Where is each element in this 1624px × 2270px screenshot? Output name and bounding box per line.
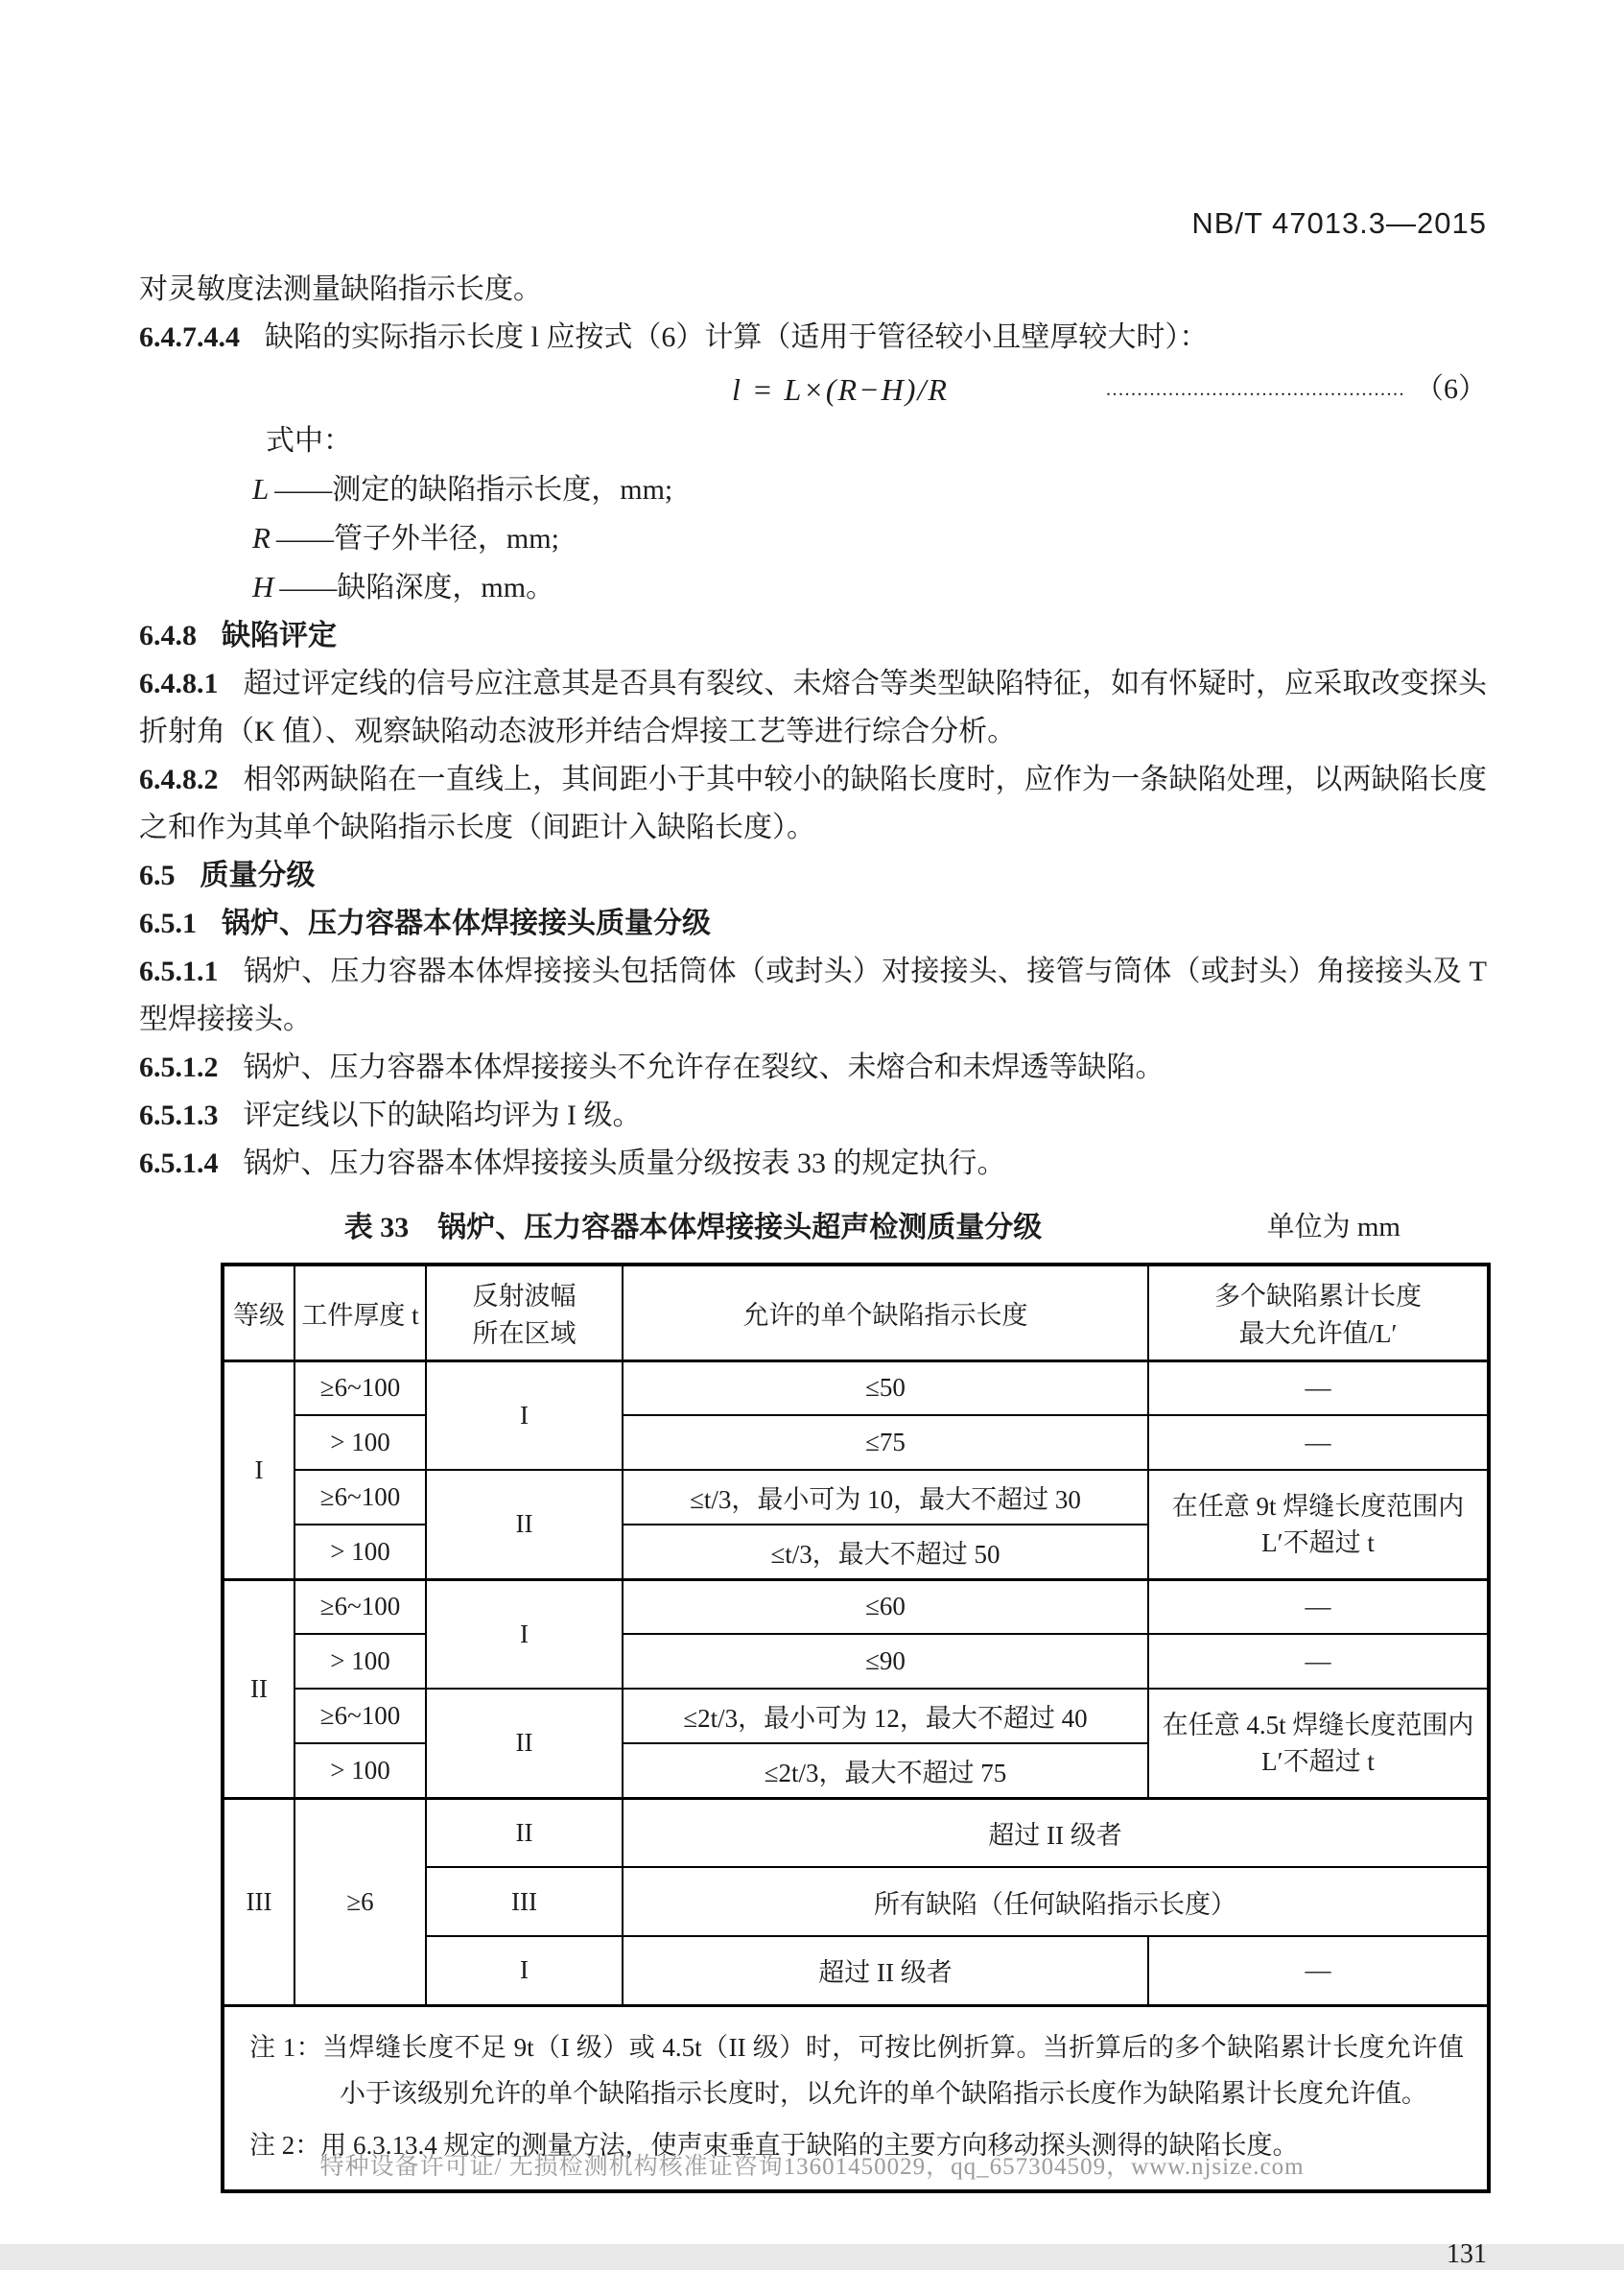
- multi-length-line2: L′不超过 t: [1261, 1527, 1375, 1557]
- col-header-grade: 等级: [223, 1265, 294, 1360]
- clause-6.5.1.2: [139, 1044, 1487, 1092]
- thickness-cell: > 100: [294, 1525, 426, 1579]
- clause-number: 6.4.8: [139, 620, 197, 651]
- clause-number: 6.5: [139, 860, 176, 891]
- grade-III-cell: III: [223, 1798, 294, 2005]
- col-header-multi-length: [1148, 1265, 1489, 1360]
- clause-number: 6.4.8.1: [139, 668, 219, 699]
- equation-number: （6）: [1415, 373, 1487, 405]
- zone-cell: II: [426, 1689, 623, 1798]
- multi-length-cell: —: [1148, 1415, 1489, 1470]
- zone-cell: III: [426, 1867, 623, 1936]
- heading-6.5: [139, 852, 1487, 900]
- clause-text: 锅炉、压力容器本体焊接接头质量分级按表 33 的规定执行。: [243, 1147, 1006, 1179]
- symbol-definitions: [139, 465, 1487, 612]
- col-header-multi-line2: 最大允许值/L′: [1238, 1319, 1398, 1349]
- clause-number: 6.4.8.2: [139, 764, 219, 795]
- single-length-cell: ≤50: [623, 1360, 1148, 1415]
- clause-number: 6.5.1.2: [139, 1052, 219, 1083]
- clause-6.5.1.4: [139, 1140, 1487, 1188]
- paragraph-intro: 对灵敏度法测量缺陷指示长度。: [139, 273, 542, 305]
- page-number: 131: [1447, 2238, 1487, 2269]
- table-33-caption-row: [139, 1203, 1487, 1249]
- table-row: [223, 1470, 1489, 1525]
- definition-L-text: ——测定的缺陷指示长度，mm;: [274, 474, 673, 506]
- definition-H-text: ——缺陷深度，mm。: [279, 572, 555, 603]
- multi-length-line2: L′不超过 t: [1261, 1746, 1375, 1776]
- equation-dot-leader: ................................................: [1106, 379, 1405, 400]
- clause-number: 6.5.1.1: [139, 956, 219, 987]
- single-length-cell: ≤2t/3，最小可为 12，最大不超过 40: [623, 1689, 1148, 1743]
- table-row: [223, 1360, 1489, 1415]
- clause-text: 锅炉、压力容器本体焊接接头不允许存在裂纹、未熔合和未焊透等缺陷。: [243, 1052, 1165, 1083]
- clause-text: 超过评定线的信号应注意其是否具有裂纹、未熔合等类型缺陷特征，如有怀疑时，应采取改变探头折射角（K 值）、观察缺陷动态波形并结合焊接工艺等进行综合分析。: [139, 668, 1487, 747]
- clause-6.5.1.1: [139, 948, 1487, 1044]
- table-row: [223, 1579, 1489, 1634]
- definition-H: [252, 563, 1487, 612]
- thickness-cell: ≥6~100: [294, 1689, 426, 1743]
- multi-length-cell: —: [1148, 1579, 1489, 1634]
- col-header-zone-line1: 反射波幅: [472, 1282, 577, 1312]
- clause-text: 锅炉、压力容器本体焊接接头包括筒体（或封头）对接接头、接管与筒体（或封头）角接接头及 T 型焊接接头。: [139, 956, 1487, 1035]
- thickness-cell: > 100: [294, 1415, 426, 1470]
- single-length-cell: ≤75: [623, 1415, 1148, 1470]
- grade-II-cell: II: [223, 1579, 294, 1798]
- definition-L: [252, 465, 1487, 514]
- zone-cell: I: [426, 1360, 623, 1470]
- multi-length-cell: [1148, 1470, 1489, 1579]
- col-header-thickness: 工件厚度 t: [294, 1265, 426, 1360]
- clause-6.4.8.1: [139, 660, 1487, 756]
- single-length-cell: ≤90: [623, 1634, 1148, 1689]
- table-row: [223, 1689, 1489, 1743]
- zone-cell: I: [426, 1579, 623, 1689]
- col-header-zone: [426, 1265, 623, 1360]
- symbol-L: L: [252, 472, 270, 506]
- table-33-unit-label: 单位为 mm: [1266, 1212, 1400, 1242]
- single-length-cell: ≤60: [623, 1579, 1148, 1634]
- thickness-cell: ≥6: [294, 1798, 426, 2005]
- table-note-2: 注 2：用 6.3.13.4 规定的测量方法，使声束垂直于缺陷的主要方向移动探头测得的缺陷长度。: [249, 2130, 1299, 2160]
- single-length-cell: 超过 II 级者: [623, 1798, 1489, 1867]
- clause-6.4.8.2: [139, 756, 1487, 852]
- table-row: [223, 1634, 1489, 1689]
- clause-number: 6.5.1.3: [139, 1100, 219, 1131]
- clause-text: 相邻两缺陷在一直线上，其间距小于其中较小的缺陷长度时，应作为一条缺陷处理，以两缺陷长度之和作为其单个缺陷指示长度（间距计入缺陷长度）。: [139, 764, 1487, 843]
- definition-R-text: ——管子外半径，mm;: [275, 523, 559, 555]
- thickness-cell: ≥6~100: [294, 1360, 426, 1415]
- clause-6.4.7.4.4: [139, 314, 1487, 362]
- table-33-title: 表 33 锅炉、压力容器本体焊接接头超声检测质量分级: [343, 1212, 1043, 1243]
- body-text: [139, 266, 1487, 1188]
- heading-6.4.8: [139, 612, 1487, 660]
- heading-text: 质量分级: [200, 860, 316, 891]
- heading-text: 缺陷评定: [222, 620, 337, 651]
- multi-length-line1: 在任意 4.5t 焊缝长度范围内: [1162, 1710, 1474, 1739]
- clause-6.5.1.3: [139, 1092, 1487, 1140]
- thickness-cell: > 100: [294, 1634, 426, 1689]
- clause-number: 6.5.1.4: [139, 1147, 219, 1179]
- heading-6.5.1: [139, 900, 1487, 948]
- single-length-cell: ≤2t/3，最大不超过 75: [623, 1743, 1148, 1798]
- standard-number: NB/T 47013.3—2015: [1191, 206, 1487, 240]
- footer-watermark: 特种设备许可证/ 无损检测机构核准证咨询13601450029，qq_657304509，www.njsize.com: [319, 2154, 1305, 2180]
- clause-number: 6.5.1: [139, 908, 197, 939]
- col-header-zone-line2: 所在区域: [472, 1319, 577, 1349]
- table-row: [223, 1415, 1489, 1470]
- where-label: 式中：: [266, 425, 352, 457]
- table-row: [223, 1798, 1489, 1867]
- multi-length-cell: —: [1148, 1360, 1489, 1415]
- multi-length-cell: [1148, 1689, 1489, 1798]
- grade-I-cell: I: [223, 1360, 294, 1579]
- col-header-multi-line1: 多个缺陷累计长度: [1214, 1282, 1422, 1312]
- multi-length-cell: —: [1148, 1634, 1489, 1689]
- equation-expression: l = L×(R−H)/R: [732, 372, 949, 407]
- thickness-cell: ≥6~100: [294, 1470, 426, 1525]
- clause-text: 评定线以下的缺陷均评为 I 级。: [243, 1100, 642, 1131]
- clause-text: 缺陷的实际指示长度 l 应按式（6）计算（适用于管径较小且壁厚较大时）：: [265, 321, 1209, 353]
- table-33: [221, 1263, 1491, 2193]
- thickness-cell: ≥6~100: [294, 1579, 426, 1634]
- equation-6-row: [139, 362, 1487, 417]
- symbol-H: H: [252, 570, 274, 603]
- heading-text: 锅炉、压力容器本体焊接接头质量分级: [222, 908, 711, 939]
- definition-R: [252, 514, 1487, 563]
- single-length-cell: 所有缺陷（任何缺陷指示长度）: [623, 1867, 1489, 1936]
- table-header-row: [223, 1265, 1489, 1360]
- zone-cell: II: [426, 1798, 623, 1867]
- symbol-R: R: [252, 521, 271, 555]
- table-note-1: 注 1：当焊缝长度不足 9t（I 级）或 4.5t（II 级）时，可按比例折算。当折算后的多个缺陷累计长度允许值小于该级别允许的单个缺陷指示长度时，以允许的单个缺陷指示长度作为缺陷累计长度允许值。: [249, 2032, 1464, 2108]
- single-length-cell: ≤t/3，最大不超过 50: [623, 1525, 1148, 1579]
- multi-length-cell: —: [1148, 1936, 1489, 2005]
- col-header-single-length: 允许的单个缺陷指示长度: [623, 1265, 1148, 1360]
- thickness-cell: > 100: [294, 1743, 426, 1798]
- zone-cell: II: [426, 1470, 623, 1579]
- zone-cell: I: [426, 1936, 623, 2005]
- clause-number: 6.4.7.4.4: [139, 321, 240, 353]
- single-length-cell: ≤t/3，最小可为 10，最大不超过 30: [623, 1470, 1148, 1525]
- single-length-cell: 超过 II 级者: [623, 1936, 1148, 2005]
- multi-length-line1: 在任意 9t 焊缝长度范围内: [1171, 1491, 1465, 1521]
